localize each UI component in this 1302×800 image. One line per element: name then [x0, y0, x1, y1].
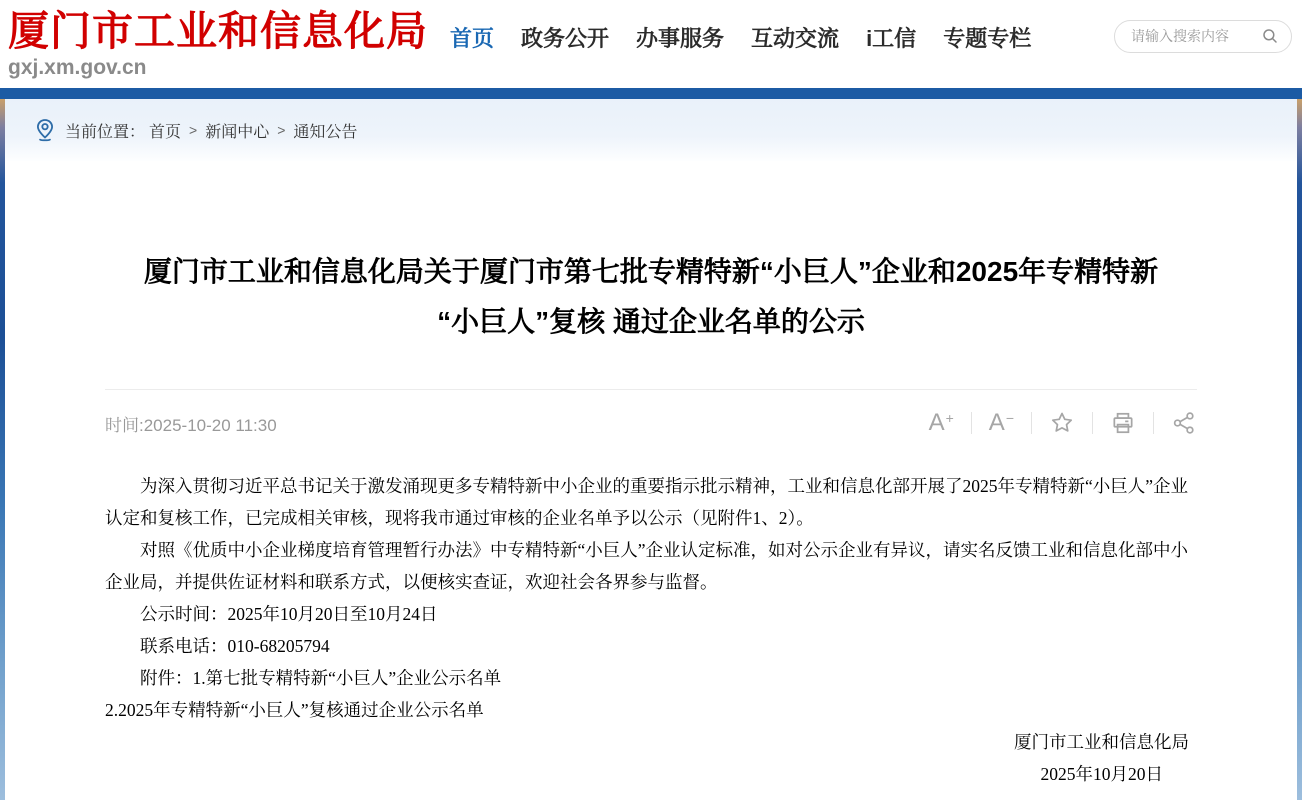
- location-pin-icon: [35, 118, 55, 142]
- paragraph-attachment-1: 附件：1.第七批专精特新“小巨人”企业公示名单: [140, 668, 502, 688]
- article-title-line1: 厦门市工业和信息化局关于厦门市第七批专精特新“小巨人”企业和2025年专精特新: [143, 256, 1159, 287]
- paragraph-contact-phone: 联系电话：010-68205794: [140, 636, 330, 656]
- tool-divider: [971, 412, 972, 434]
- site-logo-title: 厦门市工业和信息化局: [8, 8, 428, 54]
- article-title: [105, 247, 1197, 347]
- article-signature: [105, 726, 1197, 790]
- article-body: [105, 470, 1197, 726]
- breadcrumb-label: 当前位置：: [65, 123, 146, 141]
- favorite-star-icon[interactable]: [1049, 410, 1075, 436]
- nav-item-special-topics[interactable]: 专题专栏: [943, 25, 1032, 51]
- search-input[interactable]: [1131, 28, 1261, 44]
- blue-divider-bar: [0, 88, 1302, 99]
- signature-name: 厦门市工业和信息化局: [1014, 732, 1189, 752]
- page-background: [0, 99, 1302, 800]
- print-icon[interactable]: [1110, 410, 1136, 436]
- breadcrumb-separator: >: [277, 122, 286, 138]
- breadcrumb-separator: >: [189, 122, 198, 138]
- tool-divider: [1031, 412, 1032, 434]
- font-increase-button[interactable]: A +: [928, 409, 954, 436]
- site-header: [0, 0, 1302, 88]
- breadcrumb: [5, 99, 1297, 161]
- signature-date: 2025年10月20日: [1040, 764, 1163, 784]
- article-meta-row: [105, 389, 1197, 436]
- article-title-line2: “小巨人”复核 通过企业名单的公示: [437, 306, 865, 337]
- nav-item-gov-affairs[interactable]: 政务公开: [521, 25, 610, 51]
- nav-item-home[interactable]: 首页: [450, 25, 495, 51]
- breadcrumb-item-home[interactable]: 首页: [149, 123, 182, 141]
- article: [5, 247, 1297, 790]
- main-nav: [450, 22, 1031, 53]
- paragraph: 为深入贯彻习近平总书记关于激发涌现更多专精特新中小企业的重要指示批示精神，工业和信息化部开展了2025年专精特新“小巨人”企业认定和复核工作，已完成相关审核，现将我市通过审核的企业名单予以公示（见附件1、2）。: [105, 476, 1189, 528]
- paragraph-public-period: 公示时间：2025年10月20日至10月24日: [140, 604, 438, 624]
- search-box: [1114, 20, 1292, 53]
- site-logo-domain: gxj.xm.gov.cn: [8, 56, 147, 79]
- paragraph-attachment-2: 2.2025年专精特新“小巨人”复核通过企业公示名单: [105, 700, 484, 720]
- paragraph: 对照《优质中小企业梯度培育管理暂行办法》中专精特新“小巨人”企业认定标准，如对公示企业有异议，请实名反馈工业和信息化部中小企业局，并提供佐证材料和联系方式，以便核实查证，欢迎社会各界参与监督。: [105, 540, 1189, 592]
- site-logo[interactable]: [8, 8, 428, 80]
- nav-item-services[interactable]: 办事服务: [636, 25, 725, 51]
- content-card: [5, 99, 1297, 800]
- breadcrumb-item-notices[interactable]: 通知公告: [293, 123, 358, 141]
- share-icon[interactable]: [1171, 410, 1197, 436]
- search-icon[interactable]: [1261, 27, 1279, 45]
- article-tools: [929, 410, 1197, 436]
- nav-item-interaction[interactable]: 互动交流: [751, 25, 840, 51]
- nav-item-i-industry[interactable]: i工信: [866, 25, 917, 51]
- tool-divider: [1153, 412, 1154, 434]
- tool-divider: [1092, 412, 1093, 434]
- font-decrease-button[interactable]: A −: [988, 409, 1014, 436]
- breadcrumb-item-news-center[interactable]: 新闻中心: [205, 123, 270, 141]
- publish-time: 时间:2025-10-20 11:30: [105, 415, 277, 435]
